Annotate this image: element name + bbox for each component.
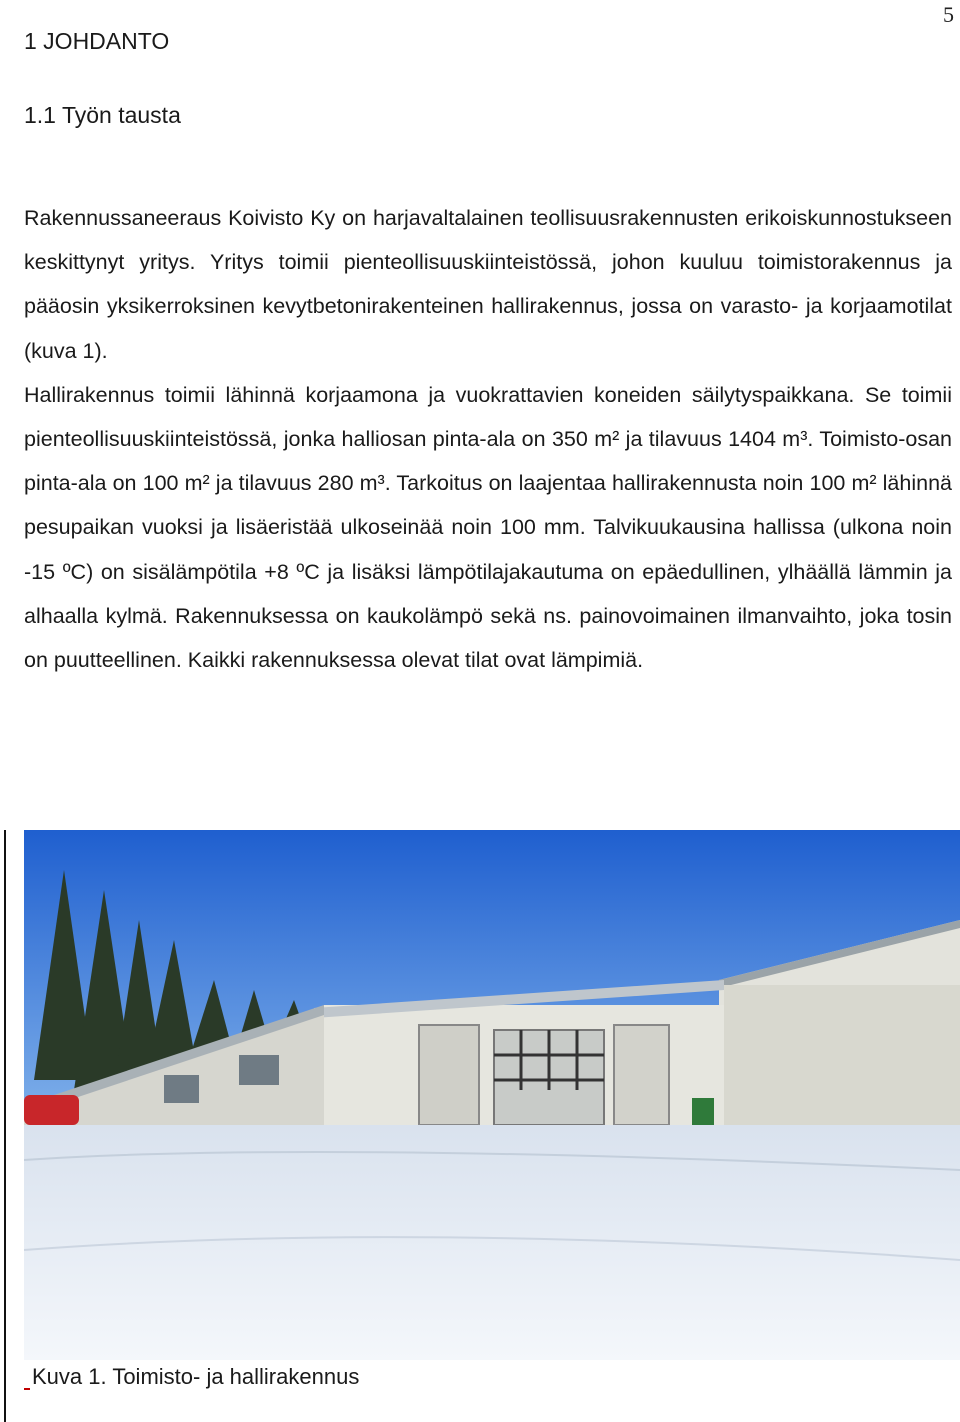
paragraph-2: Hallirakennus toimii lähinnä korjaamona ja vuokrattavien koneiden säilytyspaikkana. Se toimii pienteollisuuskiinteistössä, jonka halliosan pinta-ala on 350 m² ja tilavuus 1404 m³. Toimisto-osan pinta-ala on 100 m² ja tilavuus 280 m³. Tarkoitus on laajentaa hallirakennusta noin 100 m² lähinnä pesupaikan vuoksi ja lisäeristää ulkoseinää noin 100 mm. Talvikuukausina hallissa (ulkona noin -15 ºC) on sisälämpötila +8 ºC ja lisäksi lämpötilajakautuma on epäedullinen, ylhäällä lämmin ja alhaalla kylmä. Rakennuksessa on kaukolämpö sekä ns. painovoimainen ilmanvaihto, joka tosin on puutteellinen. Kaikki rakennuksessa olevat tilat ovat lämpimiä. — [24, 382, 952, 673]
chapter-heading: 1 JOHDANTO — [24, 28, 170, 54]
page-number: 5 — [943, 2, 954, 27]
section-heading: 1.1 Työn tausta — [24, 102, 181, 128]
building-photo — [24, 830, 960, 1360]
caption-text: Kuva 1. Toimisto- ja hallirakennus — [32, 1364, 360, 1389]
body-text — [24, 196, 952, 682]
paragraph-1: Rakennussaneeraus Koivisto Ky on harjavaltalainen teollisuusrakennusten erikoiskunnostukseen keskittynyt yritys. Yritys toimii pienteollisuuskiinteistössä, johon kuuluu toimistorakennus ja pääosin yksikerroksinen kevytbetonirakenteinen hallirakennus, jossa on varasto- ja korjaamotilat (kuva 1). — [24, 206, 952, 363]
caption-marker — [24, 1388, 30, 1390]
figure-caption — [24, 1364, 359, 1390]
margin-rule — [4, 830, 6, 1422]
